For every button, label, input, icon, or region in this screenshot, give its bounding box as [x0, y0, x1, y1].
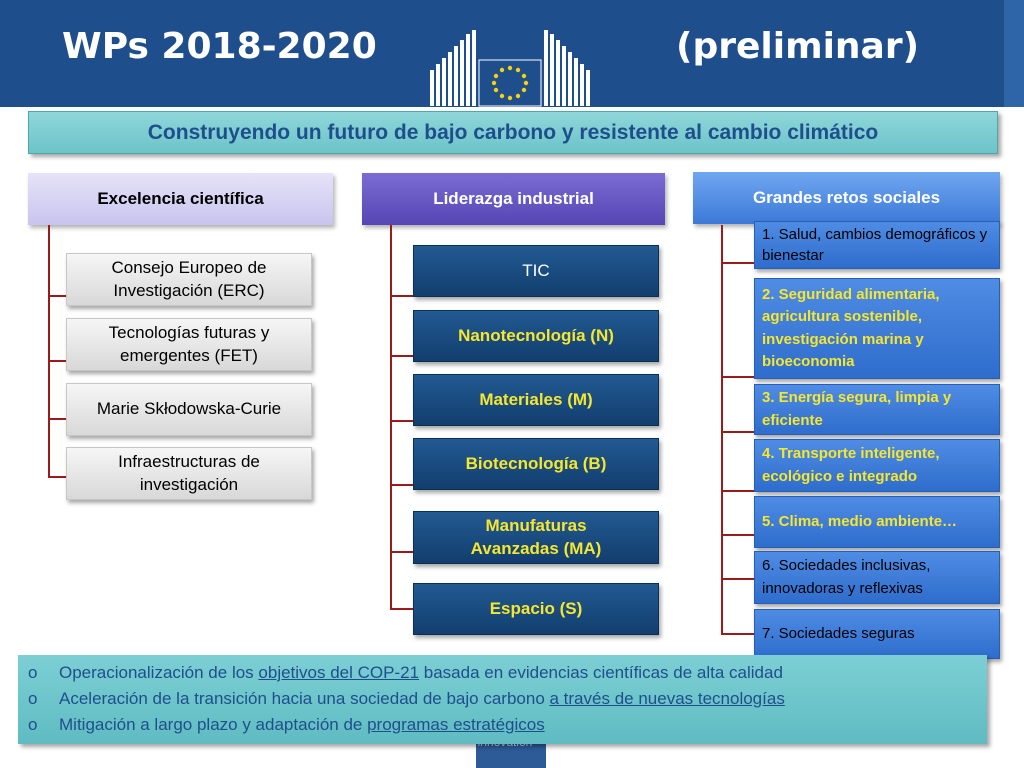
pillar-item-fet: Tecnologías futuras y emergentes (FET) [66, 318, 312, 371]
connector-line [390, 420, 413, 422]
challenge-item-sociedades-inclusivas: 6. Sociedades inclusivas, innovadoras y reflexivas [754, 551, 1000, 604]
column-header-retos: Grandes retos sociales [693, 172, 1000, 224]
connector-line [48, 476, 66, 478]
connector-line [48, 418, 66, 420]
challenge-item-sociedades-seguras: 7. Sociedades seguras [754, 609, 1000, 659]
pillar-item-biotec: Biotecnología (B) [413, 438, 659, 490]
connector-line [390, 608, 413, 610]
challenge-item-clima: 5. Clima, medio ambiente… [754, 496, 1000, 548]
connector-line [48, 295, 66, 297]
connector-line [721, 490, 754, 492]
slide-title-qualifier: (preliminar) [676, 26, 920, 67]
slide-title: WPs 2018-2020 [62, 26, 377, 67]
pillar-item-erc: Consejo Europeo de Investigación (ERC) [66, 253, 312, 306]
connector-line [721, 633, 754, 635]
connector-line [390, 551, 413, 553]
pillar-item-manufacturas: Manufaturas Avanzadas (MA) [413, 511, 659, 564]
pillar-item-espacio: Espacio (S) [413, 583, 659, 635]
connector-line [390, 295, 413, 297]
connector-line [721, 534, 754, 536]
challenge-item-energia: 3. Energía segura, limpia y eficiente [754, 384, 1000, 435]
subtitle-banner: Construyendo un futuro de bajo carbono y resistente al cambio climático [28, 111, 998, 154]
objective-item: o Aceleración de la transición hacia una sociedad de bajo carbono a través de nuevas tecnologías [28, 686, 977, 712]
connector-line [721, 225, 723, 634]
connector-line [48, 360, 66, 362]
objective-link[interactable]: a través de nuevas tecnologías [549, 689, 785, 708]
challenge-item-salud: 1. Salud, cambios demográficos y bienestar [754, 221, 1000, 269]
pillar-item-msca: Marie Skłodowska-Curie [66, 383, 312, 436]
pillar-item-tic: TIC [413, 245, 659, 297]
connector-line [721, 578, 754, 580]
bullet-icon: o [28, 689, 38, 708]
column-header-liderazgo: Liderazga industrial [362, 173, 665, 225]
european-commission-logo-icon [425, 28, 595, 108]
connector-line [390, 484, 413, 486]
connector-line [390, 355, 413, 357]
column-header-excelencia: Excelencia científica [28, 173, 333, 225]
challenge-item-transporte: 4. Transporte inteligente, ecológico e integrado [754, 439, 1000, 492]
objective-item: o Mitigación a largo plazo y adaptación de programas estratégicos [28, 712, 977, 738]
bullet-icon: o [28, 663, 38, 682]
connector-line [721, 431, 754, 433]
connector-line [721, 376, 754, 378]
objectives-box [18, 655, 987, 744]
pillar-item-materiales: Materiales (M) [413, 374, 659, 426]
objectives-list [28, 660, 977, 738]
pillar-item-infra: Infraestructuras de investigación [66, 447, 312, 500]
connector-line [48, 225, 50, 477]
objective-link[interactable]: objetivos del COP-21 [258, 663, 420, 682]
objective-link[interactable]: programas estratégicos [367, 715, 545, 734]
challenge-item-seguridad-alimentaria: 2. Seguridad alimentaria, agricultura sostenible, investigación marina y bioeconomia [754, 278, 1000, 379]
header-accent [1004, 0, 1024, 107]
connector-line [721, 262, 754, 264]
bullet-icon: o [28, 715, 38, 734]
pillar-item-nano: Nanotecnología (N) [413, 310, 659, 362]
objective-item: o Operacionalización de los objetivos del COP-21 basada en evidencias científicas de alta calidad [28, 660, 977, 686]
